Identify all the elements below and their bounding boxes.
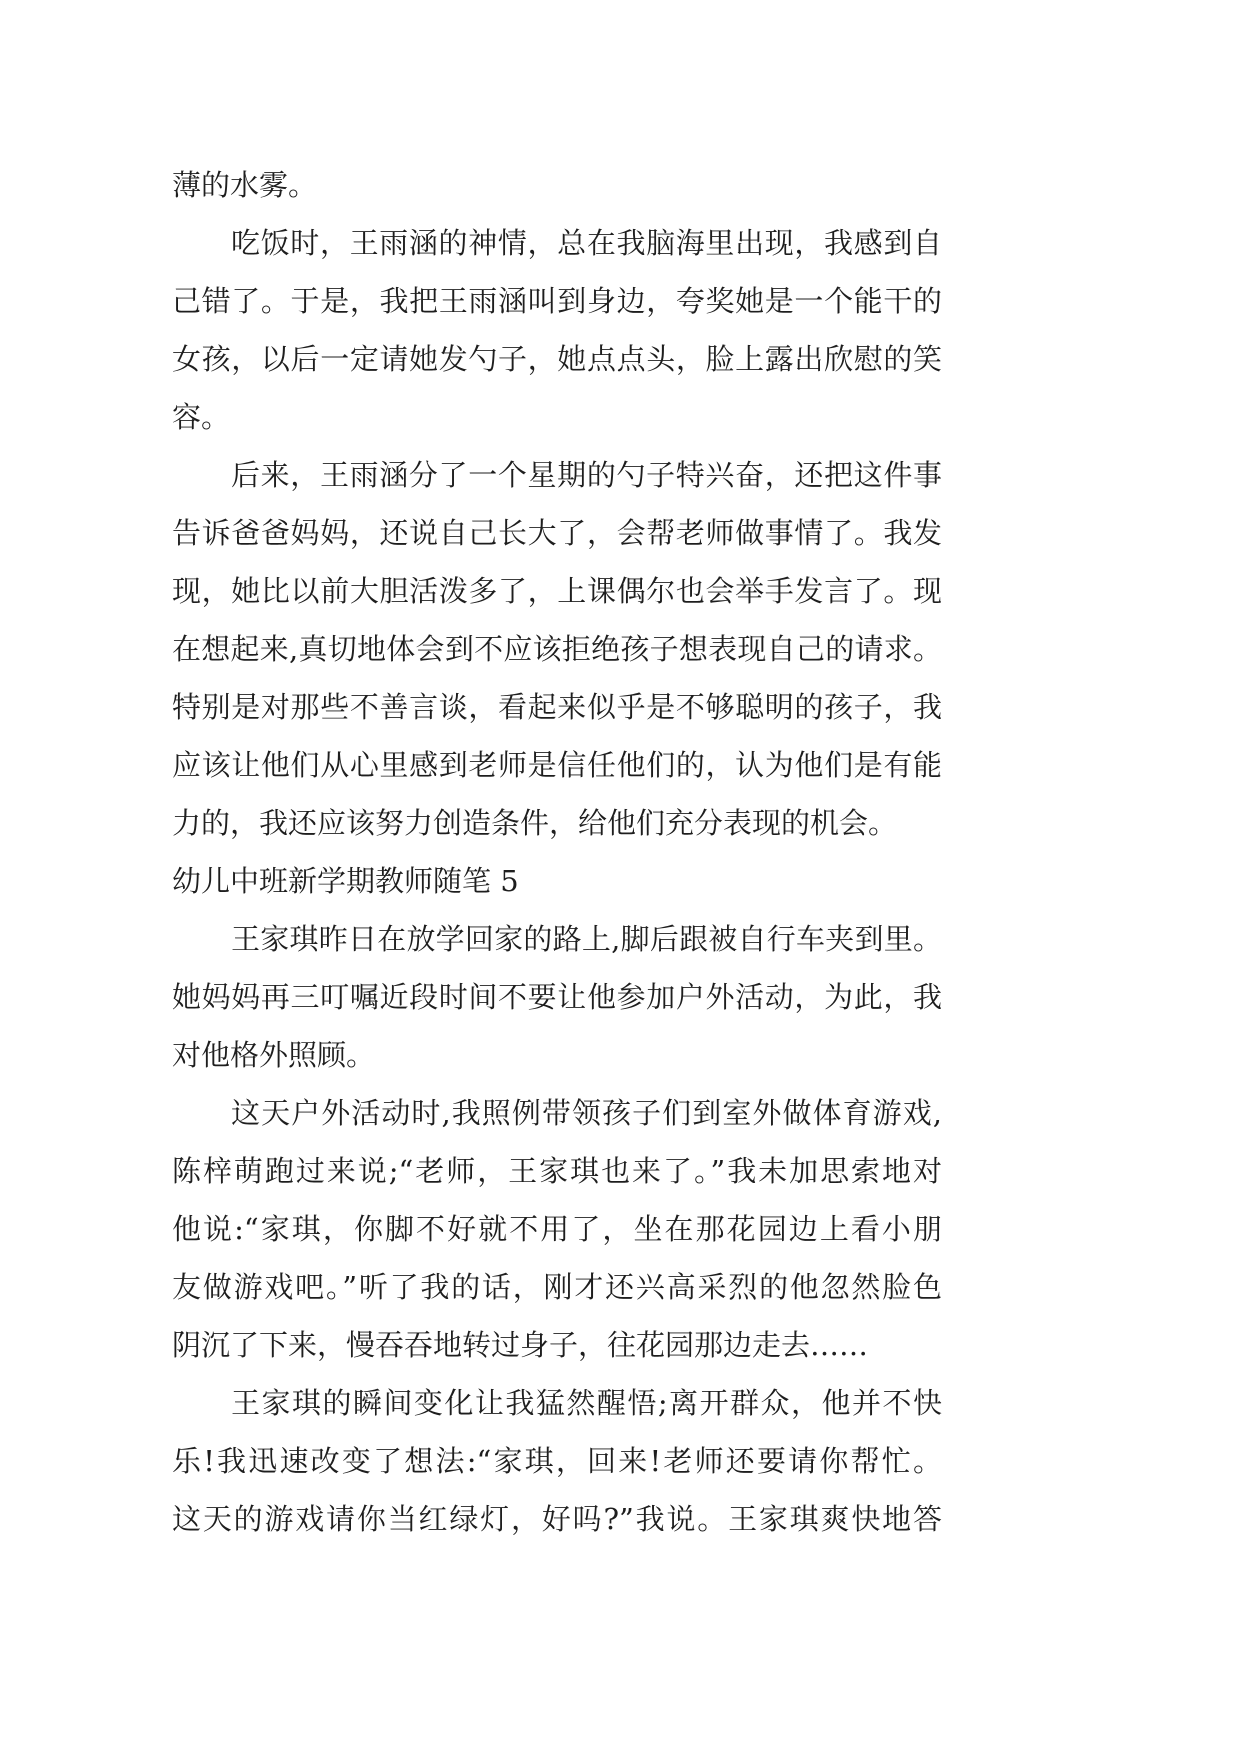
text-line: 王家琪昨日在放学回家的路上,脚后跟被自行车夹到里。 (231, 922, 942, 956)
text-line: 乐!我迅速改变了想法:“家琪，回来!老师还要请你帮忙。 (172, 1444, 942, 1478)
section-heading (172, 852, 942, 910)
text-line: 力的，我还应该努力创造条件，给他们充分表现的机会。 (172, 806, 898, 840)
text-line: 王家琪的瞬间变化让我猛然醒悟;离开群众，他并不快 (231, 1386, 942, 1420)
text-line: 特别是对那些不善言谈，看起来似乎是不够聪明的孩子，我 (172, 690, 942, 724)
text-line: 后来，王雨涵分了一个星期的勺子特兴奋，还把这件事 (231, 458, 942, 492)
text-line: 现，她比以前大胆活泼多了，上课偶尔也会举手发言了。现 (172, 574, 942, 608)
text-line: 这天户外活动时,我照例带领孩子们到室外做体育游戏, (231, 1096, 942, 1130)
text-line: 友做游戏吧。”听了我的话，刚才还兴高采烈的他忽然脸色 (172, 1270, 942, 1304)
text-line: 他说:“家琪，你脚不好就不用了，坐在那花园边上看小朋 (172, 1212, 942, 1246)
text-line: 容。 (172, 400, 231, 434)
text-line: 薄的水雾。 (172, 168, 318, 202)
paragraph (172, 1084, 942, 1374)
paragraph (172, 214, 942, 446)
text-line: 吃饭时，王雨涵的神情，总在我脑海里出现，我感到自 (231, 226, 942, 260)
text-line: 对他格外照顾。 (172, 1038, 376, 1072)
paragraph (172, 156, 942, 214)
paragraph (172, 1374, 942, 1548)
paragraph (172, 910, 942, 1084)
text-line: 己错了。于是，我把王雨涵叫到身边，夸奖她是一个能干的 (172, 284, 942, 318)
paragraph (172, 446, 942, 852)
heading-text: 幼儿中班新学期教师随笔 5 (172, 864, 519, 898)
text-line: 阴沉了下来，慢吞吞地转过身子，往花园那边走去…… (172, 1328, 869, 1362)
text-line: 在想起来,真切地体会到不应该拒绝孩子想表现自己的请求。 (172, 632, 942, 666)
text-line: 她妈妈再三叮嘱近段时间不要让他参加户外活动，为此，我 (172, 980, 942, 1014)
text-line: 女孩，以后一定请她发勺子，她点点头，脸上露出欣慰的笑 (172, 342, 942, 376)
text-line: 这天的游戏请你当红绿灯，好吗?”我说。王家琪爽快地答 (172, 1502, 942, 1536)
text-line: 陈梓萌跑过来说;“老师，王家琪也来了。”我未加思索地对 (172, 1154, 942, 1188)
text-line: 告诉爸爸妈妈，还说自己长大了，会帮老师做事情了。我发 (172, 516, 942, 550)
document-body (172, 156, 942, 1548)
text-line: 应该让他们从心里感到老师是信任他们的，认为他们是有能 (172, 748, 942, 782)
